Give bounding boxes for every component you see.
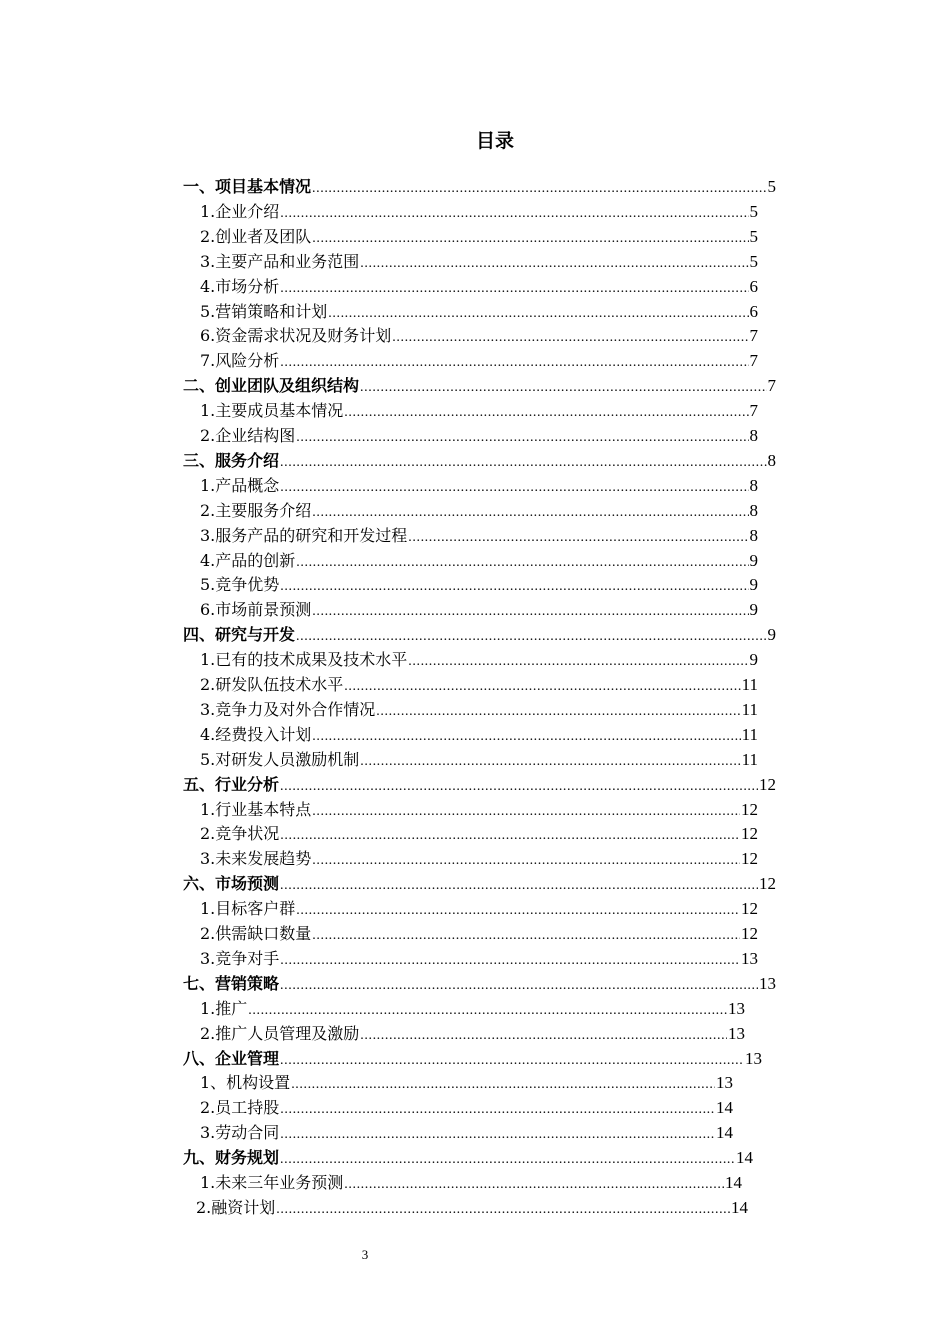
dot-leader [328,304,748,324]
toc-entry-label: 2.企业结构图 [200,426,296,445]
toc-entry-label: 1.未来三年业务预测 [200,1173,344,1192]
toc-entry-page-number: 5 [749,201,758,221]
toc-entry-page-number: 8 [749,500,758,520]
toc-subsection-entry[interactable] [200,996,745,1021]
dot-leader [312,727,740,747]
toc-entry-label: 5.竞争优势 [200,575,280,595]
toc-subsection-entry[interactable] [200,249,758,274]
page-title: 目录 [475,130,514,152]
toc-entry-page-number: 12 [741,824,758,844]
toc-entry-page-number: 14 [716,1123,733,1143]
dot-leader [280,951,740,971]
toc-entry-page-number: 13 [741,948,758,968]
dot-leader [392,328,748,348]
toc-entry-page-number: 11 [741,699,758,719]
toc-entry-label: 7.风险分析 [200,351,280,371]
toc-section-entry[interactable] [183,971,776,996]
toc-subsection-entry[interactable] [196,1195,748,1220]
dot-leader [360,752,740,772]
toc-entry-label: 1.行业基本特点 [200,799,312,819]
toc-section-entry[interactable] [183,373,776,398]
toc-subsection-entry[interactable] [200,1170,742,1195]
toc-entry-label: 1.推广 [200,998,248,1018]
toc-subsection-entry[interactable] [200,797,758,822]
dot-leader [280,1150,735,1170]
toc-entry-page-number: 5 [767,177,776,196]
toc-section-entry[interactable] [183,1046,762,1071]
toc-entry-label: 5.对研发人员激励机制 [200,749,360,769]
toc-entry-label: 2.融资计划 [196,1197,276,1217]
dot-leader [280,204,748,224]
toc-subsection-entry[interactable] [200,846,758,871]
dot-leader [291,1075,715,1095]
toc-entry-page-number: 13 [716,1073,733,1093]
toc-entry-label: 六、市场预测 [183,874,280,894]
toc-entry-page-number: 11 [741,675,758,694]
toc-entry-label: 四、研究与开发 [183,625,296,645]
toc-entry-page-number: 7 [749,351,758,371]
toc-entry-label: 1.主要成员基本情况 [200,401,344,421]
toc-subsection-entry[interactable] [200,1095,733,1120]
toc-entry-page-number: 7 [749,401,758,421]
toc-entry-label: 2.竞争状况 [200,824,280,844]
toc-subsection-entry[interactable] [200,896,758,921]
toc-entry-label: 1.目标客户群 [200,899,296,919]
dot-leader [280,453,766,473]
toc-subsection-entry[interactable] [200,299,758,324]
toc-entry-page-number: 8 [749,525,758,545]
toc-subsection-entry[interactable] [200,946,758,971]
toc-subsection-entry[interactable] [200,1120,733,1145]
dot-leader [360,254,748,274]
dot-leader [312,503,748,523]
dot-leader [296,553,748,573]
toc-entry-label: 二、创业团队及组织结构 [183,376,360,396]
toc-subsection-entry[interactable] [200,224,758,249]
toc-entry-page-number: 14 [716,1098,733,1118]
toc-entry-page-number: 9 [749,650,758,670]
dot-leader [312,802,740,822]
toc-entry-page-number: 13 [728,1023,745,1043]
toc-entry-page-number: 9 [749,550,758,570]
toc-subsection-entry[interactable] [200,672,758,697]
toc-entry-page-number: 12 [741,899,758,919]
toc-entry-label: 4.市场分析 [200,276,280,296]
toc-subsection-entry[interactable] [200,747,758,772]
toc-subsection-entry[interactable] [200,398,758,423]
toc-entry-label: 1、机构设置 [200,1073,291,1093]
toc-entry-label: 七、营销策略 [183,973,280,993]
toc-entry-label: 4.产品的创新 [200,550,296,570]
toc-subsection-entry[interactable] [200,274,758,299]
toc-entry-page-number: 14 [736,1148,753,1168]
dot-leader [312,179,766,199]
toc-subsection-entry[interactable] [200,722,758,747]
toc-subsection-entry[interactable] [200,498,758,523]
dot-leader [280,577,748,597]
toc-entry-page-number: 14 [725,1173,742,1192]
toc-entry-label: 3.劳动合同 [200,1123,280,1143]
toc-entry-label: 1.产品概念 [200,475,280,495]
toc-entry-label: 八、企业管理 [183,1048,280,1068]
toc-subsection-entry[interactable] [200,921,758,946]
toc-entry-label: 3.主要产品和业务范围 [200,251,360,271]
dot-leader [344,1175,724,1195]
toc-entry-page-number: 7 [767,376,776,396]
dot-leader [408,652,748,672]
toc-entry-label: 1.已有的技术成果及技术水平 [200,650,408,670]
toc-section-entry[interactable] [183,174,776,199]
toc-entry-label: 3.竞争力及对外合作情况 [200,699,376,719]
toc-section-entry[interactable] [183,622,776,647]
toc-entry-page-number: 6 [749,276,758,296]
dot-leader [360,1026,727,1046]
toc-entry-page-number: 12 [741,849,758,869]
toc-section-entry[interactable] [183,448,776,473]
dot-leader [296,428,748,448]
toc-section-entry[interactable] [183,1145,753,1170]
toc-entry-label: 6.资金需求状况及财务计划 [200,326,392,346]
toc-entry-page-number: 13 [728,998,745,1018]
toc-entry-label: 2.员工持股 [200,1098,280,1118]
toc-entry-label: 6.市场前景预测 [200,600,312,620]
toc-entry-page-number: 12 [741,924,758,943]
toc-entry-page-number: 12 [759,874,776,894]
toc-entry-page-number: 13 [759,973,776,993]
toc-entry-label: 2.主要服务介绍 [200,500,312,520]
dot-leader [344,677,740,697]
toc-entry-label: 2.供需缺口数量 [200,924,312,943]
toc-section-entry[interactable] [183,772,776,797]
toc-entry-label: 一、项目基本情况 [183,177,312,196]
dot-leader [312,229,748,249]
toc-entry-page-number: 9 [749,600,758,620]
toc-entry-page-number: 8 [749,475,758,495]
toc-subsection-entry[interactable] [200,523,758,548]
dot-leader [276,1200,730,1220]
dot-leader [360,378,766,398]
toc-entry-page-number: 12 [741,799,758,819]
toc-entry-label: 五、行业分析 [183,774,280,794]
toc-subsection-entry[interactable] [200,697,758,722]
dot-leader [280,353,748,373]
dot-leader [312,602,748,622]
dot-leader [280,777,758,797]
toc-entry-label: 三、服务介绍 [183,450,280,470]
toc-subsection-entry[interactable] [200,647,758,672]
toc-entry-page-number: 8 [749,426,758,445]
dot-leader [312,926,740,946]
toc-subsection-entry[interactable] [200,348,758,373]
toc-subsection-entry[interactable] [200,597,758,622]
toc-entry-label: 1.企业介绍 [200,201,280,221]
toc-entry-label: 4.经费投入计划 [200,724,312,744]
toc-entry-page-number: 5 [749,226,758,246]
toc-entry-label: 3.服务产品的研究和开发过程 [200,525,408,545]
toc-entry-page-number: 7 [749,326,758,346]
toc-entry-page-number: 8 [767,450,776,470]
toc-entry-label: 3.未来发展趋势 [200,849,312,869]
toc-subsection-entry[interactable] [200,199,758,224]
dot-leader [280,826,740,846]
toc-subsection-entry[interactable] [200,1021,745,1046]
toc-entry-label: 2.研发队伍技术水平 [200,675,344,694]
toc-subsection-entry[interactable] [200,473,758,498]
dot-leader [248,1001,727,1021]
toc-section-entry[interactable] [183,871,776,896]
toc-entry-label: 2.创业者及团队 [200,226,312,246]
dot-leader [296,901,740,921]
toc-entry-page-number: 11 [741,749,758,769]
dot-leader [280,876,758,896]
toc-entry-label: 2.推广人员管理及激励 [200,1023,360,1043]
toc-entry-page-number: 13 [745,1048,762,1068]
dot-leader [312,851,740,871]
toc-entry-page-number: 11 [741,724,758,744]
page-number: 3 [361,1247,369,1262]
toc-entry-page-number: 9 [749,575,758,595]
toc-entry-page-number: 6 [749,301,758,321]
dot-leader [280,279,748,299]
toc-subsection-entry[interactable] [200,323,758,348]
toc-entry-page-number: 12 [759,774,776,794]
dot-leader [280,478,748,498]
dot-leader [280,1125,715,1145]
dot-leader [344,403,748,423]
toc-entry-label: 5.营销策略和计划 [200,301,328,321]
dot-leader [408,528,748,548]
toc-subsection-entry[interactable] [200,572,758,597]
toc-entry-page-number: 5 [749,251,758,271]
toc-subsection-entry[interactable] [200,1070,733,1095]
dot-leader [280,1100,715,1120]
dot-leader [376,702,740,722]
toc-subsection-entry[interactable] [200,821,758,846]
dot-leader [280,1051,744,1071]
toc-entry-label: 3.竞争对手 [200,948,280,968]
toc-subsection-entry[interactable] [200,548,758,573]
toc-subsection-entry[interactable] [200,423,758,448]
dot-leader [296,627,766,647]
dot-leader [280,976,758,996]
toc-entry-label: 九、财务规划 [183,1148,280,1168]
toc-entry-page-number: 9 [767,625,776,645]
toc-entry-page-number: 14 [731,1197,748,1217]
